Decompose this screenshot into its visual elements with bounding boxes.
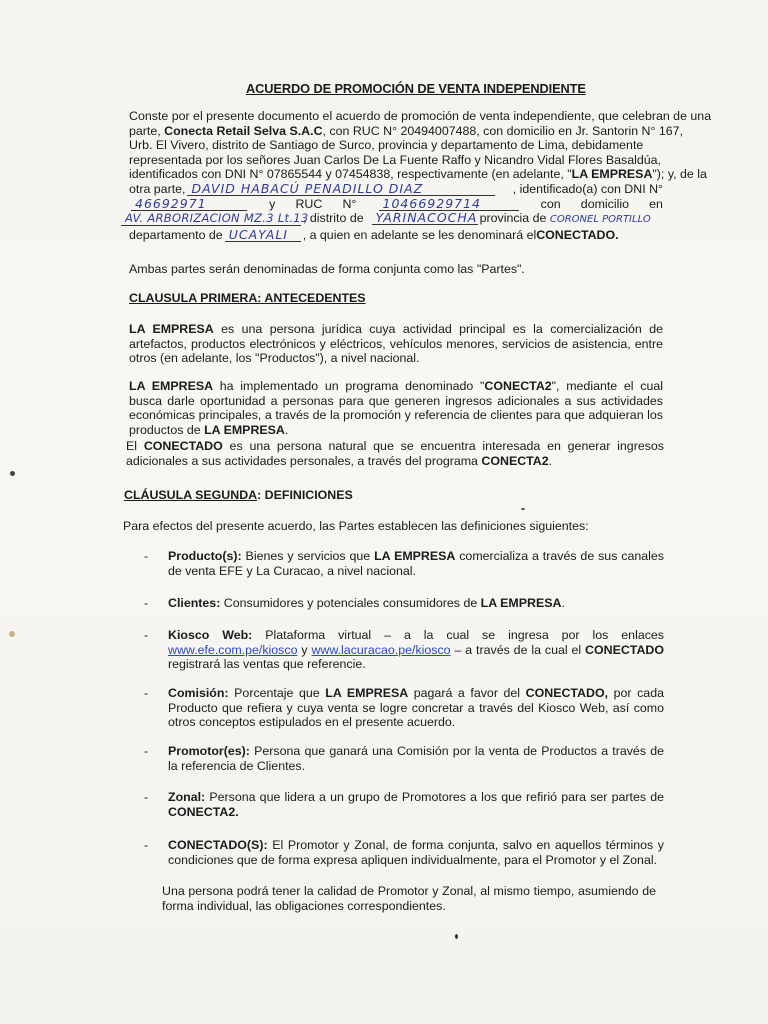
- list-item: - Producto(s): Bienes y servicios que LA EMPRESA comercializa a través de sus canales de venta EFE y La Curacao, a nivel nacional.: [144, 549, 664, 578]
- link-lacuracao-kiosco[interactable]: www.lacuracao.pe/kiosco: [311, 642, 451, 657]
- link-efe-kiosco[interactable]: www.efe.com.pe/kiosco: [168, 642, 298, 657]
- list-item: - Comisión: Porcentaje que LA EMPRESA pagará a favor del CONECTADO, por cada Producto que refiera y cuya venta se logre concretar a través del Kiosco Web, así como otros conceptos estipulados en el presente acuerdo.: [144, 686, 664, 730]
- antecedentes-paragraph-1: LA EMPRESA es una persona jurídica cuya actividad principal es la comercialización de artefactos, productos electrónicos y eléctricos, vehículos menores, servicios de asistencia, entre otros (en adelante, los "Productos"), a nivel nacional.: [129, 322, 664, 366]
- list-item: - Clientes: Consumidores y potenciales consumidores de LA EMPRESA.: [144, 596, 565, 610]
- scan-speck: [455, 934, 458, 939]
- list-item: - Promotor(es): Persona que ganará una Comisión por la venta de Productos a través de la referencia de Clientes.: [144, 744, 664, 773]
- document-title: ACUERDO DE PROMOCIÓN DE VENTA INDEPENDIENTE: [246, 81, 586, 96]
- list-item: - Kiosco Web: Plataforma virtual – a la cual se ingresa por los enlaces www.efe.com.pe/kiosco y www.lacuracao.pe/kiosco – a través de la cual el CONECTADO registrará las ventas que referencie.: [144, 628, 664, 672]
- handwritten-province: CORONEL PORTILLO: [549, 214, 651, 226]
- handwritten-address: AV. ARBORIZACION MZ.3 Lt.13: [121, 212, 301, 226]
- scan-speck: [521, 508, 525, 510]
- list-item: - Zonal: Persona que lidera a un grupo de Promotores a los que refirió para ser partes de CONECTA2.: [144, 790, 664, 819]
- scan-speck: [10, 471, 15, 476]
- handwritten-ruc: 10466929714: [379, 197, 519, 211]
- section-heading-definiciones: CLÁUSULA SEGUNDA: DEFINICIONES: [124, 488, 353, 502]
- definiciones-intro: Para efectos del presente acuerdo, las Partes establecen las definiciones siguientes:: [123, 519, 589, 533]
- antecedentes-paragraph-3: El CONECTADO es una persona natural que se encuentra interesada en generar ingresos adicionales a sus actividades personales, a través del programa CONECTA2.: [126, 439, 664, 468]
- handwritten-name: DAVID HABACÚ PENADILLO DIAZ: [187, 182, 495, 196]
- final-paragraph: Una persona podrá tener la calidad de Promotor y Zonal, al mismo tiempo, asumiendo de forma individual, las obligaciones correspondientes.: [162, 884, 656, 913]
- list-item: - CONECTADO(S): El Promotor y Zonal, de forma conjunta, salvo en aquellos términos y condiciones que de forma expresa apliquen individualmente, para el Promotor y el Zonal.: [144, 838, 664, 867]
- company-name: Conecta Retail Selva S.A.C: [164, 123, 323, 138]
- intro-paragraph: Conste por el presente documento el acuerdo de promoción de venta independiente, que celebran de una parte, Conecta Retail Selva S.A.C , con RUC N° 20494007488, con domicilio en Jr. Santorin N° 167, Urb. El Vivero, distrito de Santiago de Surco, provincia y departamento de Lima, debidamente representada por los señores Juan Carlos De La Fuente Raffo y Nicandro Vidal Flores Basaldúa, identificados con DNI N° 07865544 y 07454838, respectivamente (en adelante, " LA EMPRESA "); y, de la otra parte, DAVID HABACÚ PENADILLO DIAZ , identificado(a) con DNI N° 46692971 y RUC N° 10466929714 con domicilio en AV. ARBORIZACION MZ.3 Lt.13 , distrito de YARINACOCHA provincia de CORONEL PORTILLO departamento de UCAYALI , a quien en adelante se les denominará el CONECTADO.: [129, 109, 663, 242]
- handwritten-district: YARINACOCHA: [372, 211, 478, 225]
- handwritten-department: UCAYALI: [225, 228, 301, 242]
- handwritten-dni: 46692971: [131, 197, 247, 211]
- partes-paragraph: Ambas partes serán denominadas de forma conjunta como las "Partes".: [129, 262, 525, 276]
- section-heading-antecedentes: CLAUSULA PRIMERA: ANTECEDENTES: [129, 291, 366, 305]
- scan-speck: [9, 631, 15, 637]
- antecedentes-paragraph-2: LA EMPRESA ha implementado un programa denominado "CONECTA2", mediante el cual busca darle oportunidad a personas para que generen ingresos adicionales a sus actividades económicas principales, a través de la promoción y referencia de clientes para que adquieran los productos de LA EMPRESA.: [129, 379, 664, 437]
